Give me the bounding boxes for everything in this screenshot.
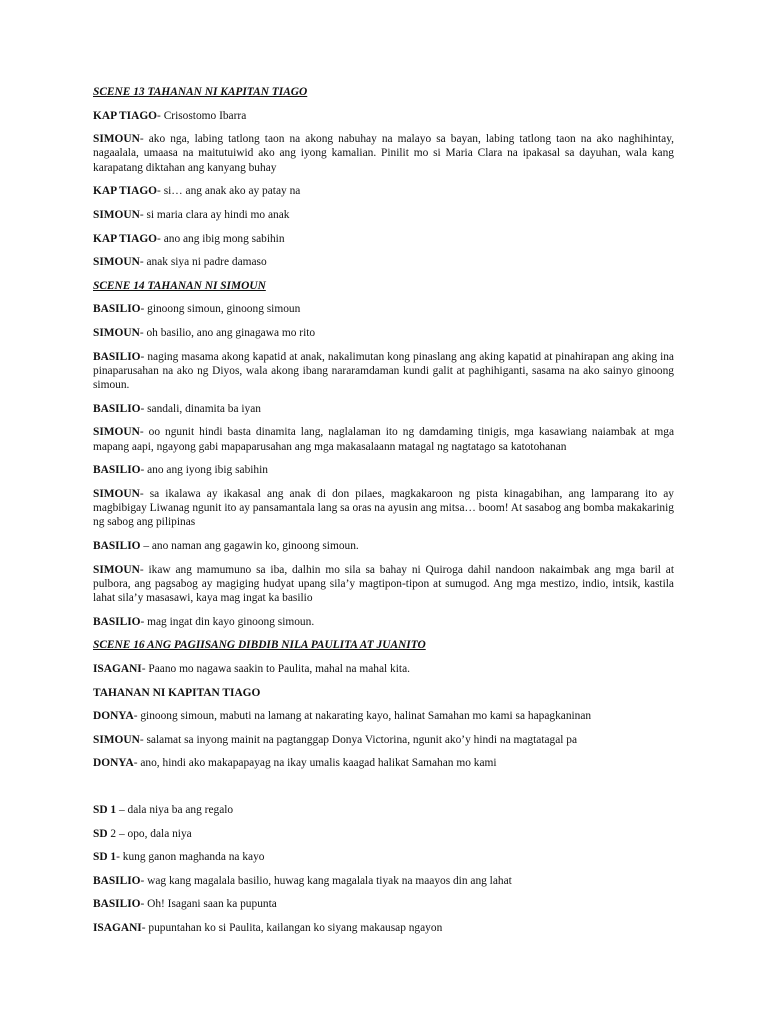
speaker-name: BASILIO [93,303,141,316]
dialogue-text: - salamat sa inyong mainit na pagtanggap Donya Victorina, ngunit ako’y hindi na magtatagal pa [139,733,578,746]
speaker-name: BASILIO [93,898,141,911]
speaker-name: DONYA [93,757,134,770]
speaker-name: SIMOUN [93,133,140,146]
dialogue-text: - anak siya ni padre damaso [139,256,267,269]
speaker-name: SD [93,827,108,840]
dialogue-text: - oo ngunit hindi basta dinamita lang, naglalaman ito ng damdaming tinigis, mga kasawiang naiambak at mga mapang aapi, ngayong gabi mapaparusahan ang mga makasalaann matagal ng nagtatago sa katotohanan [93,426,674,453]
speaker-name: BASILIO [93,402,141,415]
dialogue-text: - ano, hindi ako makapapayag na ikay umalis kaagad halikat Samahan mo kami [133,757,497,770]
dialogue-text: - oh basilio, ano ang ginagawa mo rito [139,326,316,339]
speaker-name: KAP TIAGO [93,109,158,122]
dialogue-text: – ano naman ang gagawin ko, ginoong simoun. [140,539,359,552]
dialogue-line [93,463,674,477]
speaker-name: SD 1 [93,803,117,816]
dialogue-text: - sandali, dinamita ba iyan [140,402,261,415]
dialogue-line [93,232,674,246]
dialogue-line [93,921,674,935]
speaker-name: ISAGANI [93,662,142,675]
dialogue-text: - naging masama akong kapatid at anak, nakalimutan kong pinaslang ang aking kapatid at pinahirapan ang aking ina pinaparusahan na ako ng Diyos, wala akong ibang nararamdaman kundi galit at paghihiganti, sasama na ako sainyo ginoong simoun. [93,350,674,392]
dialogue-text: - ano ang iyong ibig sabihin [140,464,268,477]
script-document [93,85,674,944]
dialogue-line [93,302,674,316]
speaker-name: BASILIO [93,539,141,552]
speaker-name: SIMOUN [93,256,140,269]
dialogue-line [93,539,674,553]
speaker-name: KAP TIAGO [93,232,158,245]
speaker-name: SIMOUN [93,426,140,439]
dialogue-line [93,615,674,629]
scene-heading: SCENE 14 TAHANAN NI SIMOUN [93,279,266,292]
speaker-name: BASILIO [93,350,141,363]
speaker-name: BASILIO [93,464,141,477]
dialogue-text: - si maria clara ay hindi mo anak [139,208,290,221]
dialogue-line [93,733,674,747]
dialogue-text: - Paano mo nagawa saakin to Paulita, mahal na mahal kita. [141,662,410,675]
dialogue-line [93,326,674,340]
dialogue-line [93,425,674,454]
dialogue-text: - ginoong simoun, ginoong simoun [140,303,301,316]
dialogue-line [93,662,674,676]
dialogue-text: - kung ganon maghanda na kayo [116,851,265,864]
speaker-name: SIMOUN [93,563,140,576]
dialogue-line [93,827,674,841]
dialogue-text: 2 – opo, dala niya [107,827,192,840]
dialogue-text: - Crisostomo Ibarra [157,109,247,122]
speaker-name: SIMOUN [93,487,140,500]
dialogue-line [93,132,674,175]
dialogue-line [93,184,674,198]
dialogue-text: - ako nga, labing tatlong taon na akong nabuhay na malayo sa bayan, labing tatlong taon na ako naghihintay, nagaalala, umaasa na maitutuiwid ako ang iyong kamalian. Pinilit mo si Maria Clara na ipakasal sa dayuhan, wala kang karapatang diktahan ang kanyang buhay [93,133,674,174]
dialogue-line [93,897,674,911]
dialogue-line [93,208,674,222]
dialogue-line [93,756,674,770]
dialogue-line [93,563,674,606]
blank-line [93,780,674,803]
speaker-name: DONYA [93,710,134,723]
dialogue-line [93,850,674,864]
dialogue-line [93,709,674,723]
dialogue-text: - pupuntahan ko si Paulita, kailangan ko siyang makausap ngayon [141,921,443,934]
speaker-name: KAP TIAGO [93,185,158,198]
dialogue-line [93,874,674,888]
speaker-name: SD 1 [93,851,117,864]
dialogue-line [93,109,674,123]
dialogue-text: - Oh! Isagani saan ka pupunta [140,898,277,911]
dialogue-text: - si… ang anak ako ay patay na [157,185,301,198]
speaker-name: ISAGANI [93,921,142,934]
location-heading: TAHANAN NI KAPITAN TIAGO [93,686,261,699]
scene-heading: SCENE 13 TAHANAN NI KAPITAN TIAGO [93,86,308,98]
dialogue-text: - mag ingat din kayo ginoong simoun. [140,615,315,628]
dialogue-text: – dala niya ba ang regalo [116,803,234,816]
speaker-name: SIMOUN [93,733,140,746]
speaker-name: BASILIO [93,874,141,887]
speaker-name: SIMOUN [93,208,140,221]
speaker-name: BASILIO [93,615,141,628]
dialogue-text: - ginoong simoun, mabuti na lamang at nakarating kayo, halinat Samahan mo kami sa hapagkaninan [133,710,592,723]
dialogue-line [93,803,674,817]
dialogue-line [93,487,674,530]
dialogue-line [93,255,674,269]
dialogue-line [93,350,674,393]
dialogue-text: - ikaw ang mamumuno sa iba, dalhin mo sila sa bahay ni Quiroga dahil nandoon nakaimbak ang mga baril at pulbora, ang pagsabog ay magiging hudyat upang sila’y magtipon-tipon at sumugod. Ang mga mestizo, indio, intsik, kastila lahat sila’y masasawi, kaya mag ingat ka basilio [93,563,674,605]
dialogue-line [93,402,674,416]
dialogue-text: - ano ang ibig mong sabihin [157,232,285,245]
speaker-name: SIMOUN [93,326,140,339]
dialogue-text: - sa ikalawa ay ikakasal ang anak di don pilaes, magkakaroon ng pista kinagabihan, ang lamparang ito ay magbibigay Liwanag ngunit ito ay pansamantala lang sa oras na ayusin ang mitsa… boom! At sasabog ang bomba makakarinig ng sabog ang pilipinas [93,487,674,529]
scene-heading: SCENE 16 ANG PAGIISANG DIBDIB NILA PAULITA AT JUANITO [93,639,426,652]
dialogue-text: - wag kang magalala basilio, huwag kang magalala tiyak na maayos din ang lahat [140,874,512,887]
